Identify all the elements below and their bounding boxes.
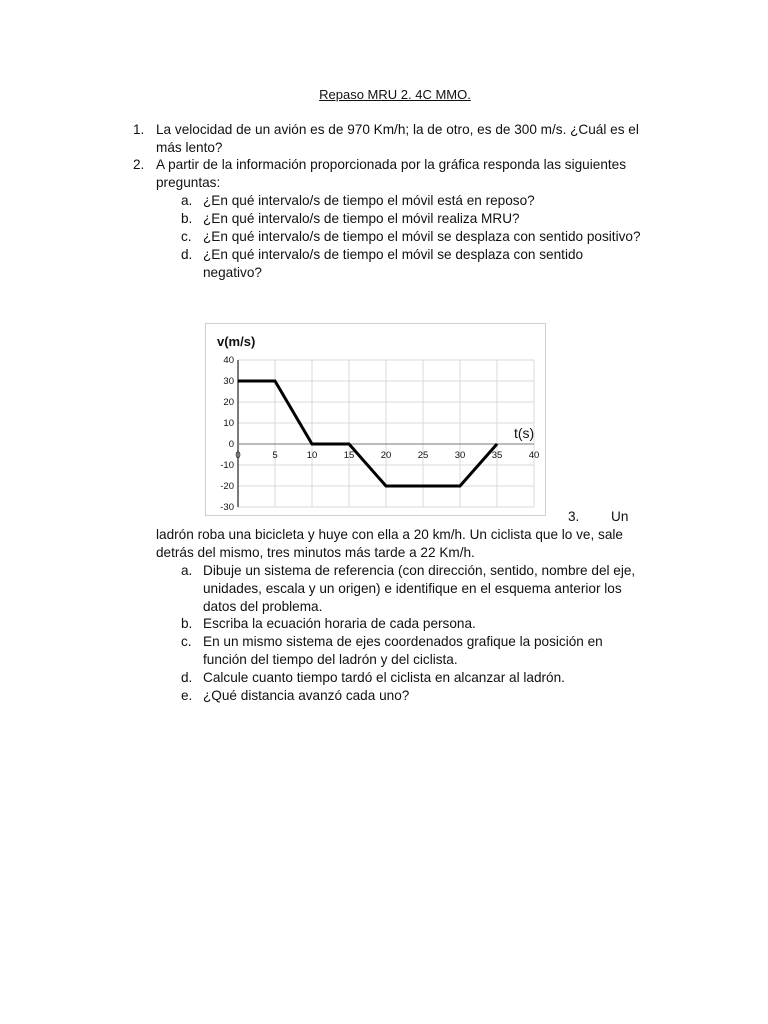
data-point [275, 381, 276, 382]
x-tick-label: 40 [528, 450, 540, 461]
y-axis-label: v(m/s) [217, 334, 256, 349]
y-tick-label: 10 [223, 418, 234, 429]
q1-line: La velocidad de un avión es de 970 Km/h; la de otro, es de 300 m/s. ¿Cuál es el [156, 122, 639, 137]
x-tick-label: 10 [306, 450, 318, 461]
data-point [349, 444, 350, 445]
q2-item-text: ¿En qué intervalo/s de tiempo el móvil se desplaza con sentido positivo? [203, 229, 641, 244]
q3-item-text: ¿Qué distancia avanzó cada uno? [203, 688, 410, 703]
q3-item-text: datos del problema. [203, 599, 323, 614]
y-tick-label: -30 [220, 502, 234, 513]
q2-number: 2. [133, 157, 145, 172]
q2-item-text: negativo? [203, 265, 262, 280]
q3-item-text: unidades, escala y un origen) e identifique en el esquema anterior los [203, 581, 622, 596]
q2-item-text: ¿En qué intervalo/s de tiempo el móvil se desplaza con sentido [203, 247, 584, 262]
q2-item-text: ¿En qué intervalo/s de tiempo el móvil está en reposo? [203, 193, 535, 208]
q2-item-letter: d. [181, 247, 193, 262]
x-tick-label: 0 [235, 450, 241, 461]
q3-line: ladrón roba una bicicleta y huye con ella a 20 km/h. Un ciclista que lo ve, sale [156, 527, 623, 542]
y-tick-label: -10 [220, 460, 234, 471]
chart-svg [206, 324, 547, 517]
x-axis-label: t(s) [514, 425, 535, 441]
x-tick-label: 25 [417, 450, 429, 461]
x-tick-label: 20 [380, 450, 392, 461]
q2-item-letter: c. [181, 229, 192, 244]
q2-line: A partir de la información proporcionada por la gráfica responda las siguientes [156, 157, 627, 172]
x-tick-label: 15 [343, 450, 355, 461]
document-title: Repaso MRU 2. 4C MMO. [319, 87, 471, 102]
q3-item-text: Escriba la ecuación horaria de cada persona. [203, 616, 476, 631]
q3-item-text: Dibuje un sistema de referencia (con dirección, sentido, nombre del eje, [203, 563, 636, 578]
data-point [238, 381, 239, 382]
q3-item-letter: a. [181, 563, 193, 578]
q3-item-text: En un mismo sistema de ejes coordenados grafique la posición en [203, 634, 603, 649]
q3-number: 3. [568, 509, 580, 524]
y-tick-label: -20 [220, 481, 234, 492]
q3-line: detrás del mismo, tres minutos más tarde a 22 Km/h. [156, 545, 475, 560]
y-tick-label: 0 [228, 439, 234, 450]
q2-line: preguntas: [156, 175, 221, 190]
velocity-time-chart [205, 323, 546, 516]
velocity-series-line [238, 381, 497, 486]
q3-item-letter: b. [181, 616, 193, 631]
q1-line: más lento? [156, 140, 223, 155]
x-tick-label: 5 [272, 450, 278, 461]
q1-number: 1. [133, 122, 145, 137]
q3-item-text: Calcule cuanto tiempo tardó el ciclista en alcanzar al ladrón. [203, 670, 565, 685]
y-tick-label: 40 [223, 355, 234, 366]
x-tick-label: 35 [491, 450, 503, 461]
q3-first-word: Un [611, 509, 629, 524]
data-point [386, 486, 387, 487]
q3-item-letter: c. [181, 634, 192, 649]
y-tick-label: 30 [223, 376, 234, 387]
y-tick-label: 20 [223, 397, 234, 408]
x-tick-label: 30 [454, 450, 466, 461]
data-point [460, 486, 461, 487]
q2-item-letter: b. [181, 211, 193, 226]
q2-item-text: ¿En qué intervalo/s de tiempo el móvil realiza MRU? [203, 211, 520, 226]
q3-item-text: función del tiempo del ladrón y del ciclista. [203, 652, 458, 667]
q2-item-letter: a. [181, 193, 193, 208]
data-point [312, 444, 313, 445]
q3-item-letter: d. [181, 670, 193, 685]
data-point [497, 444, 498, 445]
q3-item-letter: e. [181, 688, 193, 703]
